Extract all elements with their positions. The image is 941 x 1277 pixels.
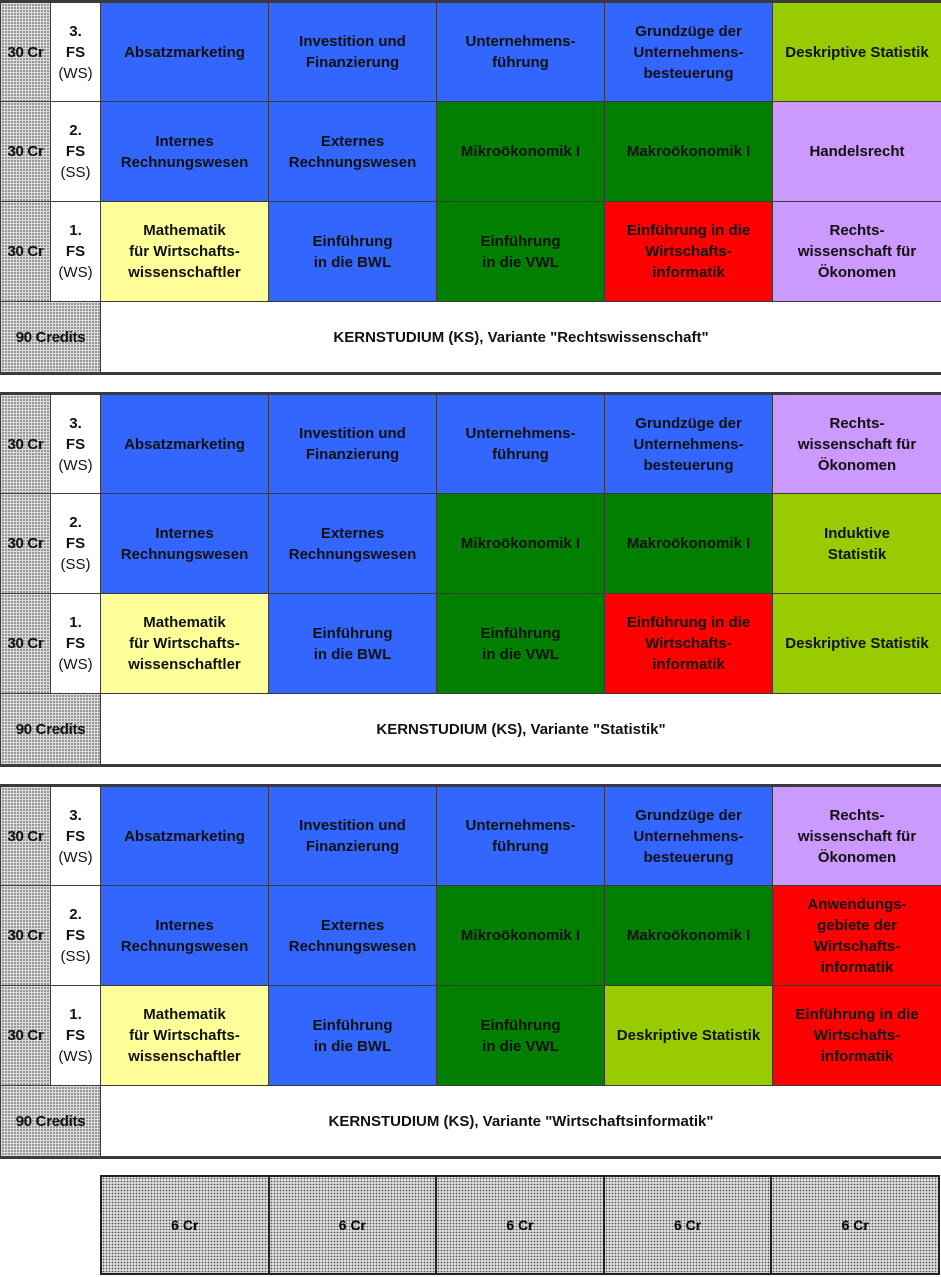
semester-fs: FS (65, 927, 86, 944)
semester-term: (SS) (60, 164, 91, 181)
semester-row (1, 2, 941, 102)
module-cell: Internes Rechnungswesen (101, 494, 269, 594)
total-credits: 90 Credits (1, 1086, 101, 1158)
module-credit-cell: 6 Cr (771, 1176, 939, 1274)
curriculum-table (0, 784, 941, 1159)
module-cell: Einführung in die Wirtschafts- informatik (605, 594, 773, 694)
module-cell: Rechts- wissenschaft für Ökonomen (773, 202, 941, 302)
semester-number: 1. (69, 1006, 82, 1023)
module-cell: Investition und Finanzierung (269, 2, 437, 102)
semester-row (1, 494, 941, 594)
semester-term: (WS) (58, 1048, 93, 1065)
module-cell: Grundzüge der Unternehmens- besteuerung (605, 786, 773, 886)
total-credits: 90 Credits (1, 302, 101, 374)
module-cell: Grundzüge der Unternehmens- besteuerung (605, 2, 773, 102)
module-cell: Rechts- wissenschaft für Ökonomen (773, 394, 941, 494)
module-cell: Unternehmens- führung (437, 394, 605, 494)
semester-credits: 30 Cr (1, 2, 51, 102)
module-cell: Absatzmarketing (101, 2, 269, 102)
semester-label (51, 394, 101, 494)
semester-label (51, 594, 101, 694)
module-cell: Mathematik für Wirtschafts- wissenschaftler (101, 202, 269, 302)
variant-footer-row (1, 1086, 941, 1158)
module-cell: Einführung in die BWL (269, 594, 437, 694)
semester-credits: 30 Cr (1, 594, 51, 694)
module-cell: Einführung in die Wirtschafts- informatik (605, 202, 773, 302)
semester-fs: FS (65, 243, 86, 260)
module-cell: Externes Rechnungswesen (269, 886, 437, 986)
module-cell: Unternehmens- führung (437, 786, 605, 886)
semester-term: (SS) (60, 556, 91, 573)
semester-credits: 30 Cr (1, 494, 51, 594)
module-credits-row (100, 1175, 940, 1275)
semester-credits: 30 Cr (1, 986, 51, 1086)
module-credit-cell: 6 Cr (101, 1176, 269, 1274)
module-cell: Mikroökonomik I (437, 494, 605, 594)
semester-label (51, 786, 101, 886)
curriculum-table (0, 0, 941, 375)
module-cell: Grundzüge der Unternehmens- besteuerung (605, 394, 773, 494)
semester-fs: FS (65, 827, 86, 845)
module-cell: Deskriptive Statistik (773, 2, 941, 102)
module-cell: Rechts- wissenschaft für Ökonomen (773, 786, 941, 886)
total-credits: 90 Credits (1, 694, 101, 766)
semester-number: 2. (69, 122, 82, 139)
module-credit-cell: 6 Cr (269, 1176, 437, 1274)
semester-label (51, 202, 101, 302)
module-cell: Mathematik für Wirtschafts- wissenschaftler (101, 986, 269, 1086)
semester-number: 3. (69, 806, 82, 824)
module-cell: Deskriptive Statistik (605, 986, 773, 1086)
semester-row (1, 886, 941, 986)
semester-fs: FS (65, 43, 86, 61)
module-cell: Einführung in die VWL (437, 986, 605, 1086)
module-cell: Internes Rechnungswesen (101, 886, 269, 986)
module-cell: Einführung in die BWL (269, 202, 437, 302)
semester-number: 3. (69, 414, 82, 432)
semester-fs: FS (65, 435, 86, 453)
semester-label (51, 102, 101, 202)
module-cell: Externes Rechnungswesen (269, 102, 437, 202)
module-cell: Anwendungs- gebiete der Wirtschafts- informatik (773, 886, 941, 986)
semester-label (51, 494, 101, 594)
semester-row (1, 202, 941, 302)
variant-footer-row (1, 302, 941, 374)
variant-title: KERNSTUDIUM (KS), Variante "Statistik" (101, 694, 941, 766)
variant-footer-row (1, 694, 941, 766)
semester-row (1, 394, 941, 494)
module-cell: Investition und Finanzierung (269, 394, 437, 494)
module-cell: Makroökonomik I (605, 494, 773, 594)
module-cell: Deskriptive Statistik (773, 594, 941, 694)
semester-credits: 30 Cr (1, 102, 51, 202)
module-cell: Induktive Statistik (773, 494, 941, 594)
module-cell: Externes Rechnungswesen (269, 494, 437, 594)
semester-credits: 30 Cr (1, 202, 51, 302)
module-credit-cell: 6 Cr (604, 1176, 772, 1274)
semester-row (1, 102, 941, 202)
module-cell: Mikroökonomik I (437, 886, 605, 986)
semester-term: (WS) (58, 64, 93, 82)
module-cell: Internes Rechnungswesen (101, 102, 269, 202)
module-cell: Mikroökonomik I (437, 102, 605, 202)
module-cell: Einführung in die VWL (437, 202, 605, 302)
module-cell: Einführung in die VWL (437, 594, 605, 694)
semester-label (51, 2, 101, 102)
semester-term: (WS) (58, 848, 93, 866)
semester-number: 2. (69, 906, 82, 923)
semester-fs: FS (65, 143, 86, 160)
semester-fs: FS (65, 635, 86, 652)
semester-number: 2. (69, 514, 82, 531)
module-cell: Investition und Finanzierung (269, 786, 437, 886)
semester-fs: FS (65, 1027, 86, 1044)
semester-row (1, 986, 941, 1086)
curriculum-table (0, 392, 941, 767)
semester-label (51, 986, 101, 1086)
module-cell: Unternehmens- führung (437, 2, 605, 102)
module-cell: Einführung in die Wirtschafts- informatik (773, 986, 941, 1086)
variant-title: KERNSTUDIUM (KS), Variante "Wirtschaftsinformatik" (101, 1086, 941, 1158)
semester-label (51, 886, 101, 986)
semester-fs: FS (65, 535, 86, 552)
module-cell: Absatzmarketing (101, 394, 269, 494)
semester-term: (WS) (58, 456, 93, 474)
semester-credits: 30 Cr (1, 394, 51, 494)
semester-term: (SS) (60, 948, 91, 965)
semester-term: (WS) (58, 656, 93, 673)
semester-row (1, 594, 941, 694)
module-credit-cell: 6 Cr (436, 1176, 604, 1274)
semester-number: 1. (69, 614, 82, 631)
module-cell: Mathematik für Wirtschafts- wissenschaftler (101, 594, 269, 694)
module-cell: Absatzmarketing (101, 786, 269, 886)
variant-title: KERNSTUDIUM (KS), Variante "Rechtswissenschaft" (101, 302, 941, 374)
semester-credits: 30 Cr (1, 786, 51, 886)
module-cell: Einführung in die BWL (269, 986, 437, 1086)
module-cell: Makroökonomik I (605, 886, 773, 986)
semester-number: 1. (69, 222, 82, 239)
semester-row (1, 786, 941, 886)
module-cell: Makroökonomik I (605, 102, 773, 202)
semester-credits: 30 Cr (1, 886, 51, 986)
semester-term: (WS) (58, 264, 93, 281)
module-cell: Handelsrecht (773, 102, 941, 202)
semester-number: 3. (69, 22, 82, 40)
